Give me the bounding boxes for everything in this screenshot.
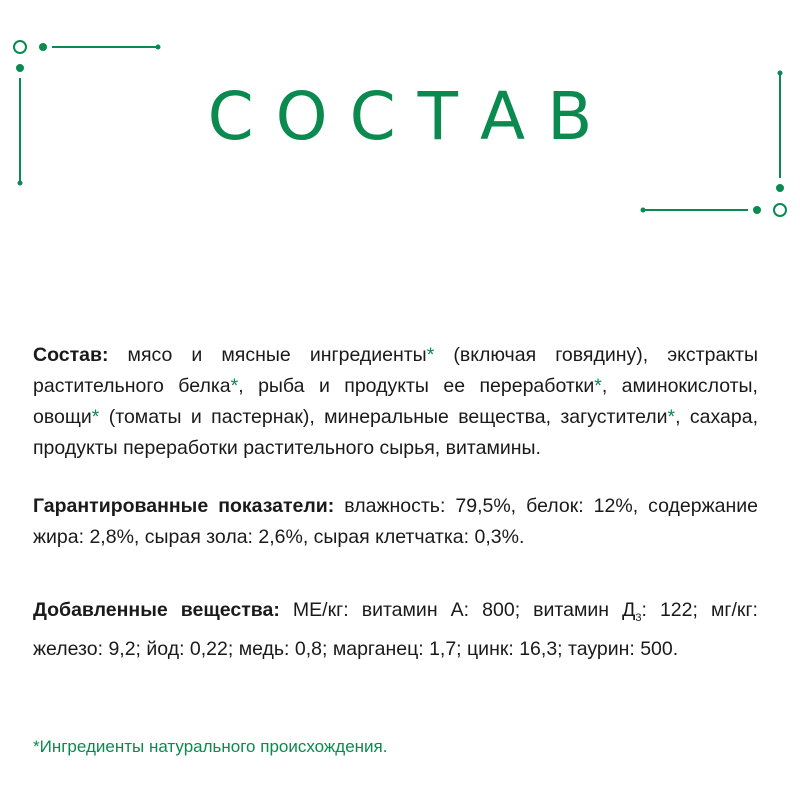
composition-paragraph: [33, 340, 758, 464]
subscript: 3: [635, 611, 642, 624]
asterisk: *: [594, 375, 602, 397]
guaranteed-paragraph: [33, 491, 758, 553]
asterisk: *: [426, 344, 435, 366]
text: (томаты и пастернак), минеральные вещества, загустители: [99, 406, 668, 428]
composition-content: [33, 340, 758, 665]
page-title: СОСТАВ: [207, 78, 615, 155]
footnote: *Ингредиенты натурального происхождения.: [33, 737, 388, 756]
additives-label: Добавленные вещества:: [33, 599, 280, 621]
text: , рыба и продукты ее переработки: [238, 375, 595, 397]
asterisk: *: [667, 406, 676, 428]
text: , сахара, продукты переработки растительного сырья, витамины.: [33, 406, 758, 459]
composition-label: Состав:: [33, 344, 109, 366]
text: , аминокислоты, овощи: [33, 375, 758, 428]
additives-text: : 122; мг/кг: железо: 9,2; йод: 0,22; медь: 0,8; марганец: 1,7; цинк: 16,3; таурин: 500.: [33, 599, 758, 660]
guaranteed-label: Гарантированные показатели:: [33, 495, 335, 517]
text: (включая говядину), экстракты растительного белка: [33, 344, 758, 397]
asterisk: *: [230, 375, 239, 397]
asterisk: *: [91, 406, 100, 428]
text: мясо и мясные ингредиенты: [108, 344, 427, 366]
additives-text: МЕ/кг: витамин А: 800; витамин Д: [279, 599, 636, 621]
additives-paragraph: [33, 595, 758, 665]
guaranteed-text: влажность: 79,5%, белок: 12%, содержание жира: 2,8%, сырая зола: 2,6%, сырая клетчатка: 0,3%.: [33, 495, 758, 548]
